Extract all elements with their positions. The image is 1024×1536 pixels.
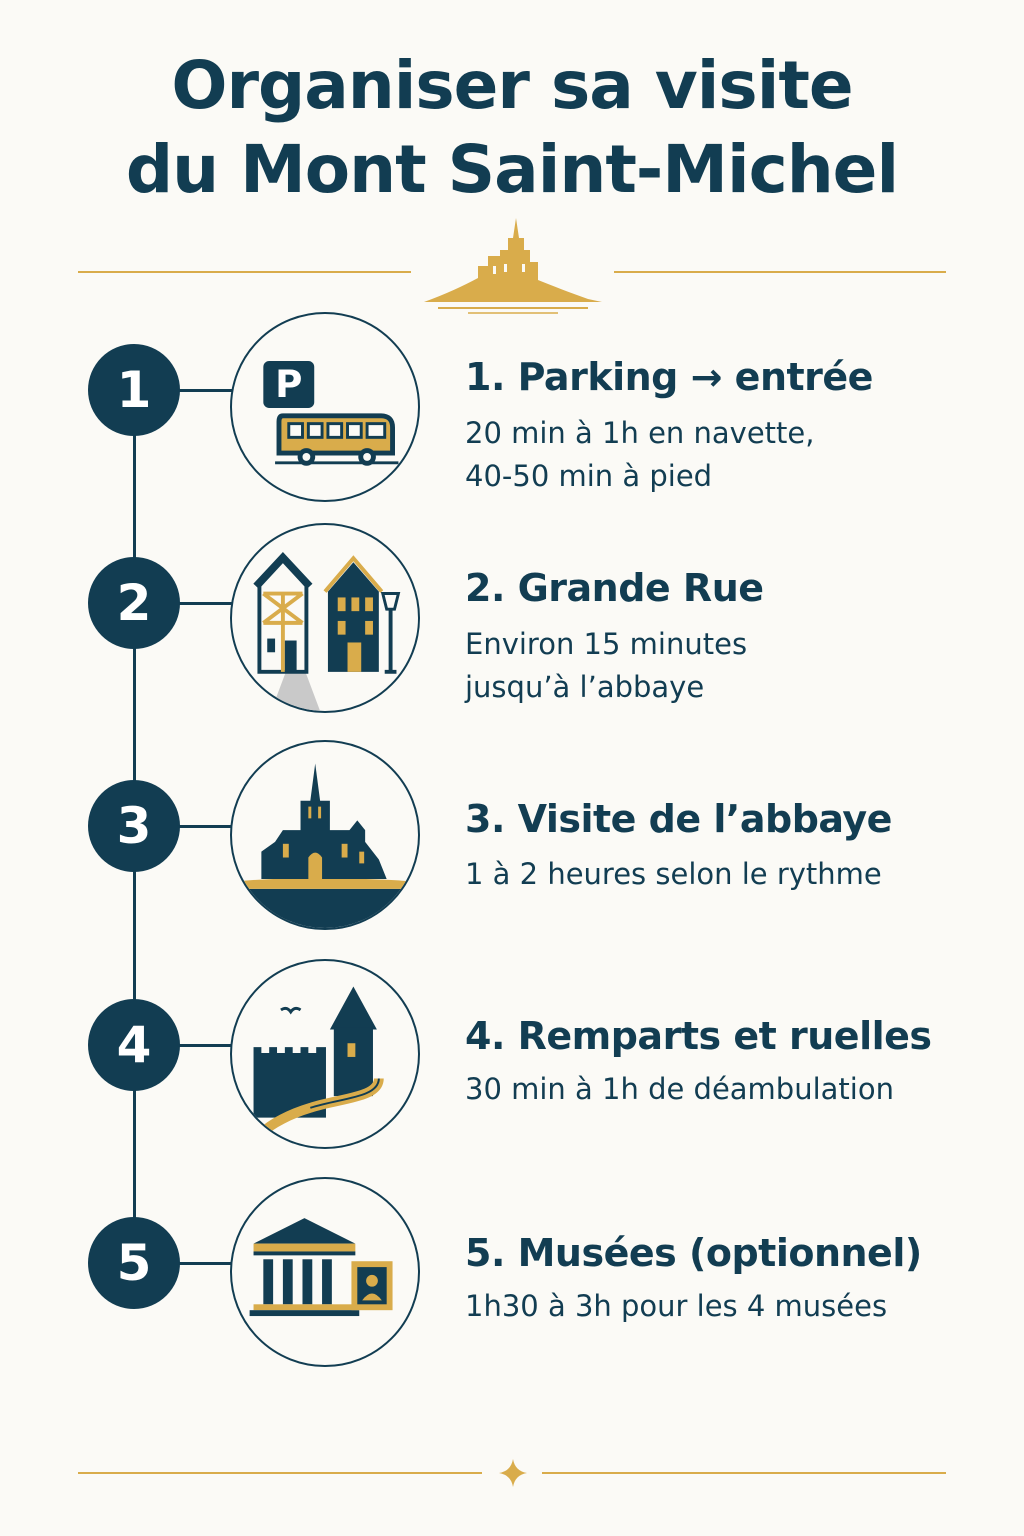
ramparts-tower-icon [230, 959, 420, 1149]
step-description-line: 20 min à 1h en navette, [465, 416, 815, 450]
step-number-badge: 4 [88, 999, 180, 1091]
step-connector [178, 1044, 234, 1047]
title-line-2: du Mont Saint-Michel [125, 131, 899, 208]
step-5 [0, 1177, 1024, 1377]
step-description [465, 1285, 887, 1328]
step-description-line: 30 min à 1h de déambulation [465, 1072, 894, 1106]
step-description [465, 412, 814, 498]
step-number-badge: 5 [88, 1217, 180, 1309]
step-number-badge: 1 [88, 344, 180, 436]
step-title: 2. Grande Rue [465, 566, 764, 610]
museum-icon [230, 1177, 420, 1367]
footer-divider-left [78, 1472, 482, 1474]
title-line-1: Organiser sa visite [171, 47, 853, 124]
step-title: 1. Parking → entrée [465, 355, 873, 399]
step-2 [0, 523, 1024, 723]
medieval-street-icon [230, 523, 420, 713]
step-1 [0, 312, 1024, 512]
footer-divider-right [542, 1472, 946, 1474]
header-divider-left [78, 271, 411, 273]
step-description-line: jusqu’à l’abbaye [465, 670, 705, 704]
mont-saint-michel-icon [418, 206, 608, 316]
step-title: 5. Musées (optionnel) [465, 1231, 922, 1275]
step-description-line: 1 à 2 heures selon le rythme [465, 857, 882, 891]
step-connector [178, 389, 234, 392]
step-title: 3. Visite de l’abbaye [465, 797, 892, 841]
step-description-line: 40-50 min à pied [465, 459, 713, 493]
star-icon [498, 1458, 528, 1488]
step-title: 4. Remparts et ruelles [465, 1014, 932, 1058]
step-connector [178, 825, 234, 828]
abbey-icon [230, 740, 420, 930]
step-description-line: 1h30 à 3h pour les 4 musées [465, 1289, 888, 1323]
step-description [465, 623, 747, 709]
step-connector [178, 602, 234, 605]
header-divider-right [614, 271, 946, 273]
step-number-badge: 2 [88, 557, 180, 649]
page-title [0, 44, 1024, 212]
step-3 [0, 740, 1024, 940]
parking-shuttle-bus-icon [230, 312, 420, 502]
step-description [465, 1068, 894, 1111]
step-connector [178, 1262, 234, 1265]
step-description [465, 853, 882, 896]
step-description-line: Environ 15 minutes [465, 627, 748, 661]
parking-letter: P [275, 362, 303, 407]
step-4 [0, 959, 1024, 1159]
step-number-badge: 3 [88, 780, 180, 872]
